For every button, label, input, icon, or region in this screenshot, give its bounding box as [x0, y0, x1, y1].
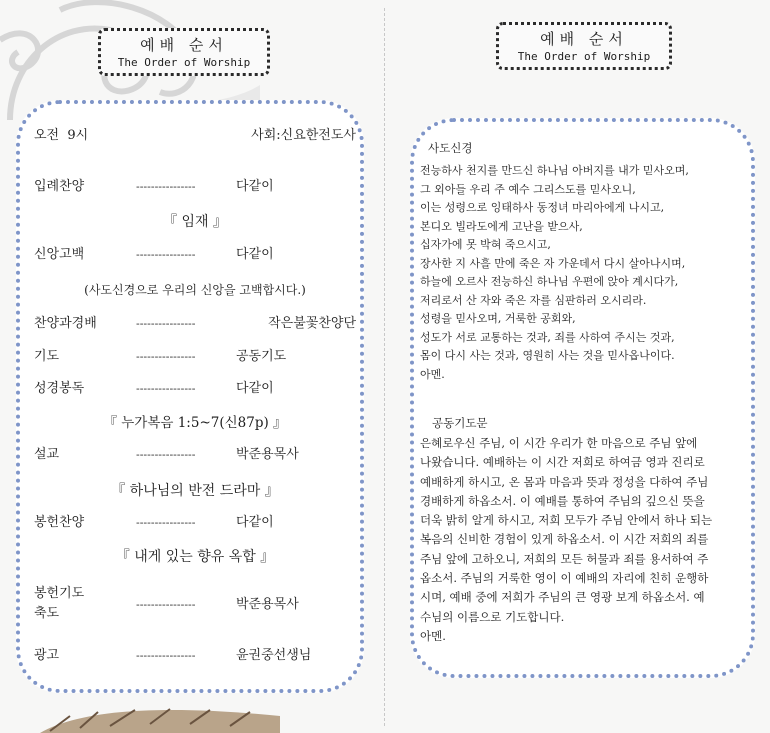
order-item-value: 다같이 — [236, 515, 274, 530]
creed-line: 저리로서 산 자와 죽은 자를 심판하러 오시리라. — [420, 293, 647, 307]
order-item-value: 다같이 — [236, 247, 274, 262]
leader-dots: ---------------- — [136, 598, 196, 611]
creed-line: 십자가에 못 박혀 죽으시고, — [420, 238, 551, 251]
creed-line: 성령을 믿사오며, 거룩한 공회와, — [420, 312, 576, 325]
creed-line: 장사한 지 사흘 만에 죽은 자 가운데서 다시 살아나시며, — [420, 256, 686, 270]
creed-text — [420, 162, 745, 384]
order-item-label: 입례찬양 — [34, 179, 85, 194]
prayer-line: 예배하게 하시고, 온 몸과 마음과 뜻과 정성을 다하여 주님 — [420, 474, 709, 489]
order-item-value: 박준용목사 — [236, 447, 299, 462]
creed-line: 아멘. — [420, 367, 445, 381]
order-item — [34, 512, 356, 534]
order-item-label: 성경봉독 — [34, 381, 85, 396]
order-item — [34, 645, 356, 667]
page-fold — [384, 8, 385, 726]
leader-dots: ---------------- — [136, 180, 196, 193]
order-item — [34, 244, 356, 266]
leader-dots: ---------------- — [136, 448, 196, 461]
order-title-korean: 예배 순서 — [140, 36, 228, 54]
order-item-value: 다같이 — [236, 179, 274, 194]
prayer-line: 나왔습니다. 예배하는 이 시간 저희로 하여금 영과 진리로 — [420, 455, 705, 470]
leader-dots: ---------------- — [136, 350, 196, 363]
leader-dots: ---------------- — [136, 649, 196, 662]
prayer-line: 경배하게 하옵소서. 이 예배를 통하여 주님의 깊으신 뜻을 — [420, 493, 705, 508]
order-title-box-right — [496, 22, 672, 70]
order-item-value: 박준용목사 — [236, 597, 299, 612]
prayer-line: 수님의 이름으로 기도합니다. — [420, 609, 565, 624]
creed-heading: 사도신경 — [428, 141, 473, 155]
creed-line: 본디오 빌라도에게 고난을 받으사, — [420, 219, 583, 233]
order-title-english: The Order of Worship — [517, 50, 651, 63]
offering-song-title: 『 내게 있는 향유 옥합 』 — [115, 549, 275, 565]
prayer-heading: 공동기도문 — [432, 416, 488, 430]
prayer-amen: 아멘. — [420, 628, 446, 643]
order-item — [34, 444, 356, 466]
leader-dots: ---------------- — [136, 516, 196, 529]
sermon-title: 『 하나님의 반전 드라마 』 — [111, 483, 279, 499]
order-item-label: 기도 — [34, 349, 60, 364]
prayer-line: 시며, 예배 중에 저희가 주님의 큰 영광 보게 하옵소서. 예 — [420, 590, 705, 605]
order-item-label: 봉헌기도 — [34, 586, 85, 601]
hymn-title: 『 임재 』 — [163, 214, 227, 230]
order-item-label: 신앙고백 — [34, 247, 85, 262]
order-item — [34, 346, 356, 368]
service-time: 오전 9시 — [34, 128, 89, 143]
prayer-line: 복음의 신비한 경험이 있게 하옵소서. 이 시간 저희의 죄를 — [420, 532, 709, 547]
order-item — [34, 378, 356, 400]
prayer-line: 옵소서. 주님의 거룩한 영이 이 예배의 자리에 친히 운행하 — [420, 571, 709, 586]
creed-line: 몸이 다시 사는 것과, 영원히 사는 것을 믿사옵나이다. — [420, 349, 675, 362]
prayer-line: 은혜로우신 주님, 이 시간 우리가 한 마음으로 주님 앞에 — [420, 436, 698, 450]
order-item-value: 작은불꽃찬양단 — [268, 316, 356, 331]
order-item — [34, 176, 356, 198]
order-item — [34, 594, 356, 616]
creed-line: 그 외아들 우리 주 예수 그리스도를 믿사오니, — [420, 182, 636, 196]
leader-dots: ---------------- — [136, 248, 196, 261]
order-item-label: 축도 — [34, 606, 60, 621]
order-item-value: 윤권중선생님 — [236, 648, 312, 663]
order-item-value: 다같이 — [236, 381, 274, 396]
order-item-label: 봉헌찬양 — [34, 515, 85, 530]
order-item-label: 설교 — [34, 447, 60, 462]
order-item-value: 공동기도 — [236, 349, 287, 364]
prayer-line: 주님 앞에 고하오니, 저희의 모든 허물과 죄를 용서하여 주 — [420, 551, 709, 566]
service-leader: 사회:신요한전도사 — [251, 128, 356, 143]
thorn-wreath-ornament — [40, 704, 280, 733]
leader-dots: ---------------- — [136, 317, 196, 330]
creed-line: 이는 성령으로 잉태하사 동정녀 마리아에게 나시고, — [420, 201, 665, 214]
creed-line: 전능하사 천지를 만드신 하나님 아버지를 내가 믿사오며, — [420, 164, 689, 177]
order-title-korean: 예배 순서 — [540, 30, 628, 48]
leader-dots: ---------------- — [136, 382, 196, 395]
order-item — [34, 313, 356, 335]
creed-line: 성도가 서로 교통하는 것과, 죄를 사하여 주시는 것과, — [420, 330, 675, 344]
scripture-reference: 『 누가복음 1:5~7(신87p) 』 — [103, 415, 287, 431]
prayer-text — [420, 434, 745, 646]
creed-line: 하늘에 오르사 전능하신 하나님 우편에 앉아 계시다가, — [420, 275, 679, 288]
order-item-label: 광고 — [34, 648, 60, 663]
confession-note: (사도신경으로 우리의 신앙을 고백합시다.) — [84, 283, 306, 297]
order-item-label: 찬양과경배 — [34, 316, 97, 331]
order-title-english: The Order of Worship — [117, 56, 251, 69]
order-title-box-left — [98, 28, 270, 76]
prayer-line: 더욱 밝히 알게 하시고, 저희 모두가 주님 안에서 하나 되는 — [420, 513, 713, 528]
